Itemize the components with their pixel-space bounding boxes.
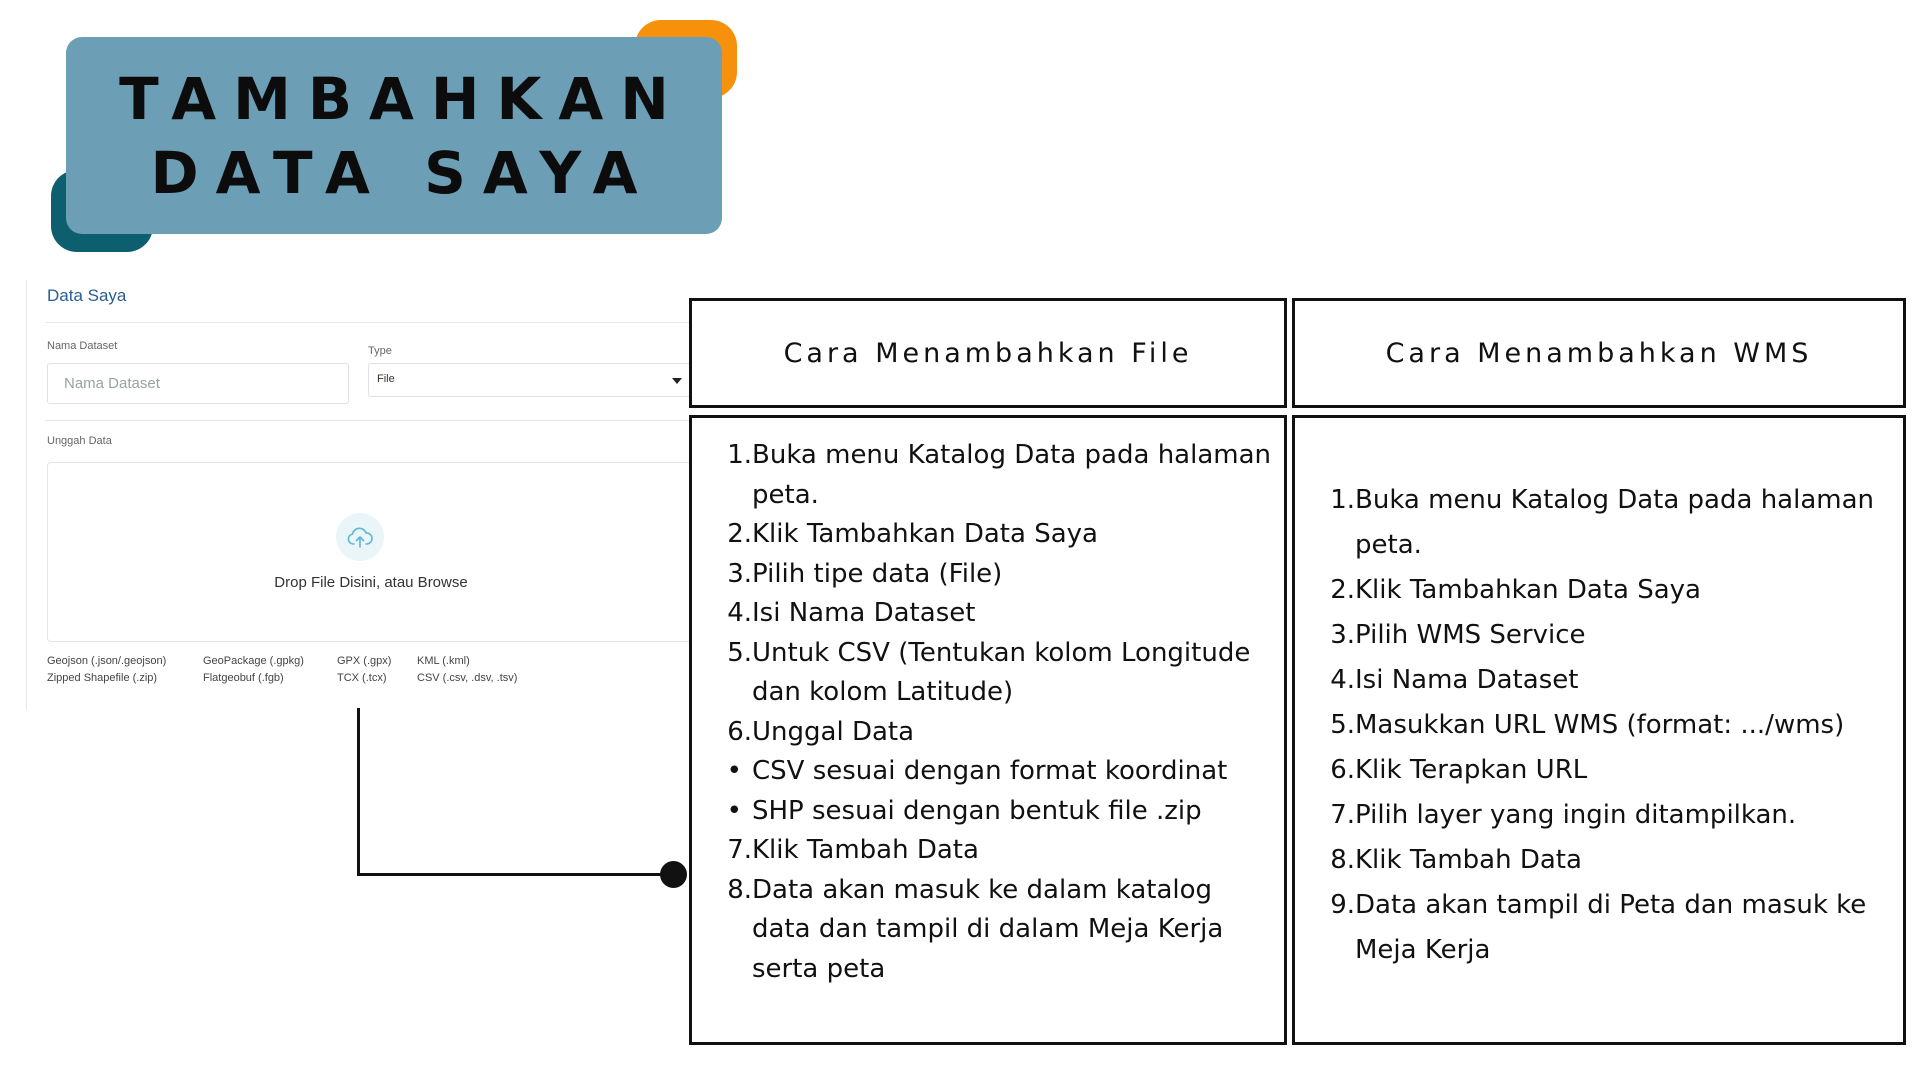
dataset-name-input[interactable] <box>47 363 349 404</box>
format-item: CSV (.csv, .dsv, .tsv) <box>417 672 518 684</box>
file-dropzone[interactable] <box>47 462 695 642</box>
type-select[interactable] <box>368 363 695 397</box>
format-item: GPX (.gpx) <box>337 655 392 667</box>
format-list-col-1 <box>47 653 166 687</box>
data-saya-form <box>26 280 674 710</box>
divider <box>45 420 695 421</box>
list-item: 1. Buka menu Katalog Data pada halaman peta. <box>727 440 1271 510</box>
list-item: 4. Isi Nama Dataset <box>727 598 976 628</box>
format-list-col-2 <box>203 653 304 687</box>
format-item: Flatgeobuf (.fgb) <box>203 672 284 684</box>
dataset-name-label: Nama Dataset <box>47 340 118 352</box>
file-guide-title: Cara Menambahkan File <box>783 337 1193 369</box>
format-item: Geojson (.json/.geojson) <box>47 655 167 667</box>
file-guide-steps-box <box>689 415 1287 1045</box>
banner-title-line-1: TAMBAHKAN <box>119 64 686 133</box>
chevron-down-icon <box>672 378 682 384</box>
divider <box>45 322 695 323</box>
list-item: 5. Untuk CSV (Tentukan kolom Longitude dan kolom Latitude) <box>727 637 1251 707</box>
wms-guide-steps <box>1330 478 1875 973</box>
file-guide-header <box>689 298 1287 408</box>
list-item: 2. Klik Tambahkan Data Saya <box>1330 575 1701 605</box>
list-item: 6. Unggal Data <box>727 716 915 747</box>
format-list-col-4 <box>417 653 517 687</box>
list-item: • CSV sesuai dengan format koordinat <box>726 756 1228 786</box>
list-item: 7. Pilih layer yang ingin ditampilkan. <box>1330 800 1797 830</box>
list-item: • SHP sesuai dengan bentuk file .zip <box>726 795 1202 826</box>
file-guide-steps <box>726 436 1272 989</box>
connector-line-horizontal <box>357 873 670 876</box>
list-item: 3. Pilih WMS Service <box>1330 620 1586 650</box>
connector-line-vertical <box>357 708 360 876</box>
cloud-upload-icon <box>336 513 384 561</box>
list-item: 1. Buka menu Katalog Data pada halaman peta. <box>1330 485 1874 560</box>
format-item: TCX (.tcx) <box>337 672 387 684</box>
list-item: 2. Klik Tambahkan Data Saya <box>727 519 1098 549</box>
banner-title-line-2: DATA SAYA <box>150 138 655 207</box>
wms-guide-steps-box <box>1292 415 1906 1045</box>
upload-label: Unggah Data <box>47 435 112 447</box>
format-list-col-3 <box>337 653 391 687</box>
type-label: Type <box>368 345 392 357</box>
list-item: 3. Pilih tipe data (File) <box>727 558 1003 589</box>
wms-guide-title: Cara Menambahkan WMS <box>1385 337 1813 369</box>
connector-dot <box>660 861 687 888</box>
type-select-value: File <box>377 373 395 385</box>
format-item: GeoPackage (.gpkg) <box>203 655 304 667</box>
list-item: 6. Klik Terapkan URL <box>1330 755 1588 785</box>
format-item: KML (.kml) <box>417 655 470 667</box>
dropzone-text[interactable]: Drop File Disini, atau Browse <box>274 574 468 591</box>
format-item: Zipped Shapefile (.zip) <box>47 672 158 684</box>
list-item: 9. Data akan tampil di Peta dan masuk ke Meja Kerja <box>1330 890 1867 965</box>
list-item: 5. Masukkan URL WMS (format: .../wms) <box>1330 710 1845 740</box>
list-item: 4. Isi Nama Dataset <box>1330 665 1579 695</box>
list-item: 8. Klik Tambah Data <box>1330 845 1582 875</box>
wms-guide-header <box>1292 298 1906 408</box>
form-title: Data Saya <box>47 286 127 305</box>
list-item: 7. Klik Tambah Data <box>727 835 979 865</box>
title-banner <box>66 37 722 234</box>
list-item: 8. Data akan masuk ke dalam katalog data dan tampil di dalam Meja Kerja serta peta <box>727 874 1224 984</box>
